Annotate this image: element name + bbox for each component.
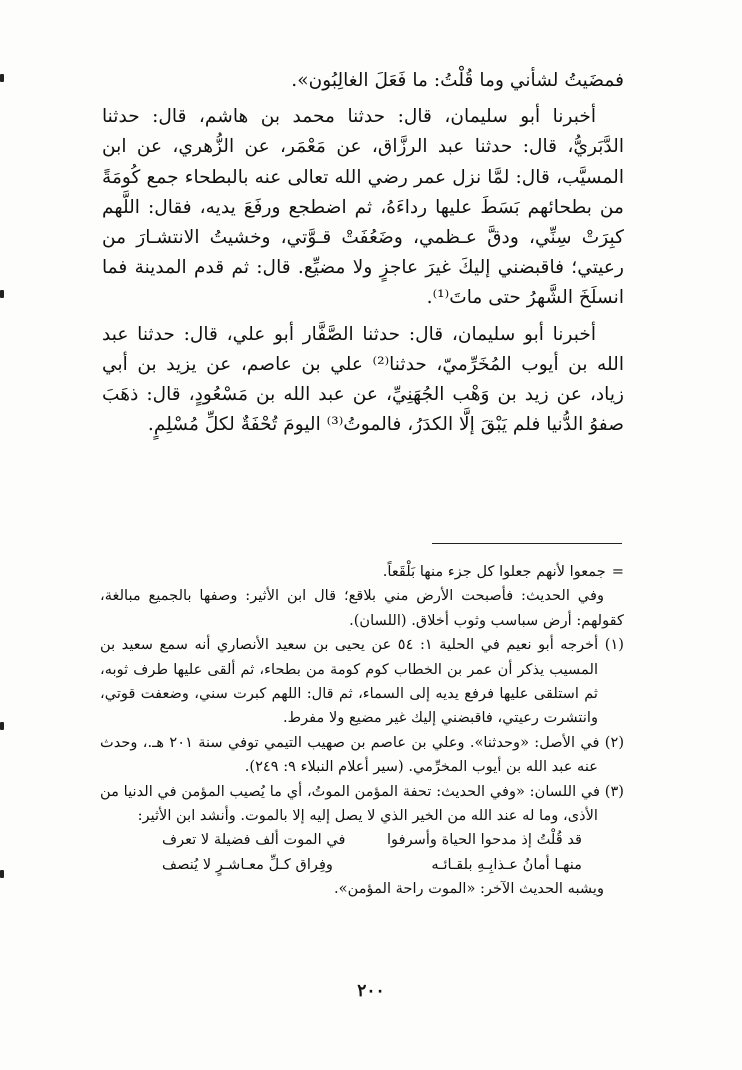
scan-edge-mark xyxy=(0,870,4,878)
verse-line-1 xyxy=(162,828,624,852)
verse-1-first-hemistich: قد قُلْتُ إذ مدحوا الحياة وأسرفوا xyxy=(387,831,582,849)
main-text-block xyxy=(102,66,624,440)
footnote-closing: ويشبه الحديث الآخر: «الموت راحة المؤمن». xyxy=(334,880,604,898)
paragraph-umar-narration: أخبرنا أبو سليمان، قال: حدثنا محمد بن هاشم، قال: حدثنا الدَّبَريُّ، قال: حدثنا عبد الرزَّاق، عن مَعْمَر، عن الزُّهري، عن ابن المسيَّب، قال: لمَّا نزل عمر رضي الله تعالى عنه بالبطحاء جمع كُومَةً من بطحائهم بَسَطَ عليها رداءَهُ، ثم اضطجع ورفَعَ يديه، فقال: اللَّهم كبِرَتْ سِنِّي، ودقَّ عـظمي، وضَعُفَتْ قـوَّتي، وخشيتُ الانتشـارَ من رعيتي؛ فاقبضني إليكَ غيرَ عاجزٍ ولا مضيِّع. قال: ثم قدم المدينة فما انسلَخَ الشَّهرُ حتى ماتَ⁽¹⁾. xyxy=(102,106,624,309)
scan-edge-mark xyxy=(0,722,4,730)
paragraph-ibn-masud-narration: أخبرنا أبو سليمان، قال: حدثنا الصَّفَّار أبو علي، قال: حدثنا عبد الله بن أيوب المُخَرِّميّ، حدثنا⁽²⁾ علي بن عاصم، عن يزيد بن أبي زياد، عن زيد بن وَهْب الجُهَنِيِّ، عن عبد الله بن مَسْعُودٍ، قال: ذهَبَ صفوُ الدُّنيا فلم يَبْقَ إلَّا الكدَرُ، فالموتُ⁽³⁾ اليومَ تُحْفَةٌ لكلِّ مُسْلِمٍ. xyxy=(102,323,625,436)
scan-edge-mark xyxy=(0,290,4,298)
verse-1-second-hemistich: في الموت ألف فضيلة لا تعرف xyxy=(162,831,346,849)
footnote-1: (١) أخرجه أبو نعيم في الحلية ١: ٥٤ عن يحيى بن سعيد الأنصاري أنه سمع سعيد بن المسيب يذكر أن عمر بن الخطاب كوم كومة من بطحاء، ثم ألقى عليها طرف ثوبه، ثم استلقى عليها فرفع يديه إلى السماء، ثم قال: اللهم كبرت سني، وضعفت قوتي، وانتشرت رعيتي، فاقبضني إليك غير مضيع ولا مفرط. xyxy=(100,636,624,727)
footnote-hadith-line: وفي الحديث: فأصبحت الأرض مني بلاقع؛ قال ابن الأثير: وصفها بالجميع مبالغة، كقولهم: أرض سباسب وثوب أخلاق. (اللسان). xyxy=(100,587,624,629)
footnote-2: (٢) في الأصل: «وحدثنا». وعلي بن عاصم بن صهيب التيمي توفي سنة ٢٠١ هـ.، وحدث عنه عبد الله بن أيوب المخرِّمي. (سير أعلام النبلاء ٩: ٢٤٩). xyxy=(100,733,625,776)
footnote-continuation xyxy=(100,560,624,584)
verse-2-second-hemistich: وفِراق كـلِّ معـاشـرٍ لا يُنصف xyxy=(162,855,333,873)
verse-2-first-hemistich: منهـا أمانُ عـذابِـهِ بلقـائـه xyxy=(431,855,582,873)
scan-edge-mark xyxy=(0,74,4,82)
paragraph-closing-line: فمضَيتُ لشأني وما قُلْتُ: ما فَعَلَ الغالِبُون». xyxy=(291,70,624,91)
verse-line-2 xyxy=(162,853,624,877)
footnote-separator xyxy=(432,543,622,544)
continuation-mark: = xyxy=(611,563,624,580)
continuation-text: جمعوا لأنهم جعلوا كل جزء منها بَلْقَعاً. xyxy=(382,563,606,580)
footnotes-block xyxy=(100,560,624,902)
footnote-3: (٣) في اللسان: «وفي الحديث: تحفة المؤمن الموتُ، أي ما يُصيب المؤمن في الدنيا من الأذى، وما له عند الله من الخير الذي لا يصل إليه إلا بالموت. وأنشد ابن الأثير: xyxy=(100,782,624,825)
page-number: ٢٠٠ xyxy=(357,981,385,1001)
